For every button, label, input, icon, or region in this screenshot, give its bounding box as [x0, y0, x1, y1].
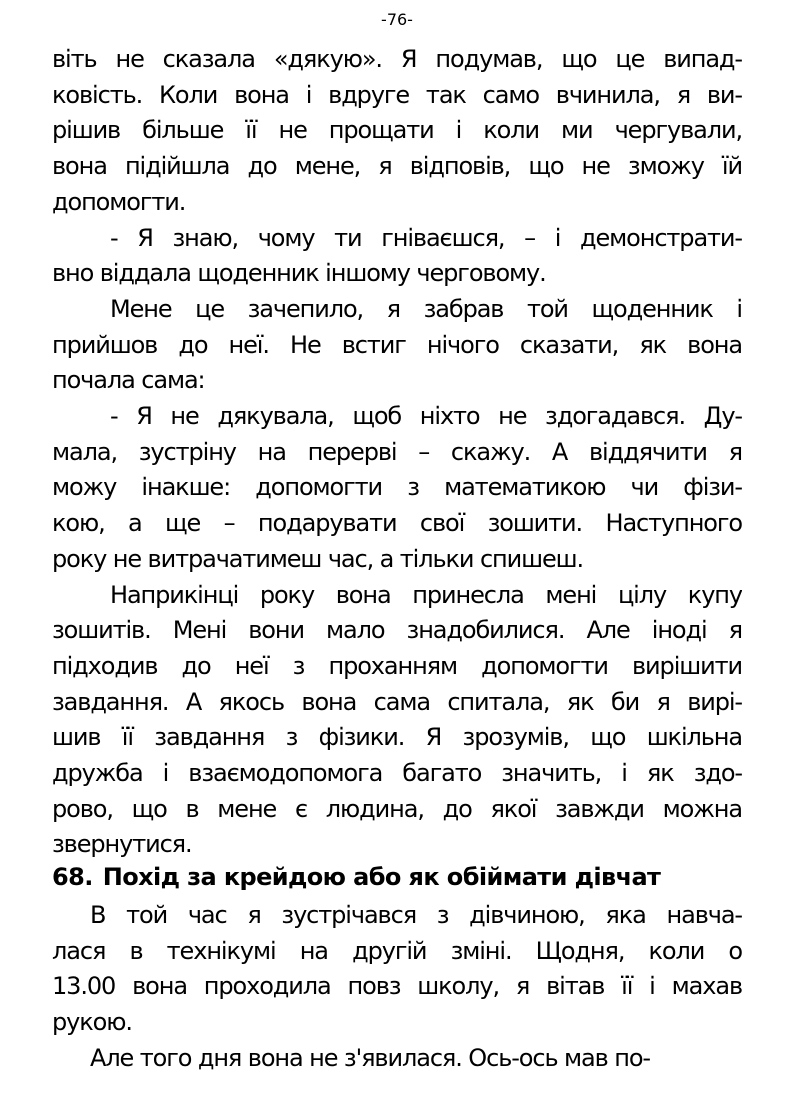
- text-line: дружба і взаємодопомога багато значить, і як здо-: [52, 758, 742, 787]
- text-line: завдання. А якось вона сама спитала, як би я вирі-: [52, 687, 742, 716]
- section-heading: [52, 857, 742, 897]
- text-line: - Я знаю, чому ти гніваєшся, – і демонстрати-: [110, 223, 742, 252]
- text-line: Мене це зачепило, я забрав той щоденник і: [110, 294, 742, 323]
- text-line: Наприкінці року вона принесла мені цілу купу: [110, 580, 742, 609]
- text-line: Але того дня вона не з'явилася. Ось-ось мав по-: [90, 1043, 650, 1072]
- text-line: - Я не дякувала, щоб ніхто не здогадався. Ду-: [110, 402, 742, 430]
- page-number: -76-: [381, 10, 413, 29]
- text-line: рово, що в мене є людина, до якої завжди можна: [52, 794, 742, 823]
- section-title: Похід за крейдою або як обіймати дівчат: [102, 863, 661, 891]
- text-line: зошитів. Мені вони мало знадобилися. Але іноді я: [52, 616, 742, 645]
- text-line: вона підійшла до мене, я відповів, що не зможу їй: [52, 152, 742, 181]
- text-line: почала сама:: [52, 366, 205, 395]
- paragraph: [52, 399, 742, 577]
- paragraph: [52, 221, 742, 292]
- text-line: рукою.: [52, 1008, 132, 1037]
- text-line: підходив до неї з проханням допомогти вирішити: [52, 651, 742, 680]
- text-line: рішив більше її не прощати і коли ми чергували,: [52, 116, 742, 145]
- text-line: мала, зустріну на перерві – скажу. А віддячити я: [52, 437, 742, 466]
- paragraph: [52, 42, 742, 220]
- paragraph: [52, 292, 742, 399]
- book-page: [52, 0, 742, 1119]
- text-line: В той час я зустрічався з дівчиною, яка навча-: [90, 901, 742, 929]
- text-line: віть не сказала «дякую». Я подумав, що це випад-: [52, 45, 742, 73]
- text-line: року не витрачатимеш час, а тільки спишеш.: [52, 544, 584, 573]
- paragraph: [52, 578, 742, 864]
- text-line: лася в технікумі на другій зміні. Щодня, коли о: [52, 936, 742, 965]
- section-number: 68.: [52, 863, 93, 891]
- text-line: можу інакше: допомогти з математикою чи фізи-: [52, 473, 742, 502]
- paragraph: [52, 1041, 742, 1077]
- text-line: звернутися.: [52, 830, 192, 859]
- text-line: кою, а ще – подарувати свої зошити. Наступного: [52, 509, 742, 538]
- text-line: допомогти.: [52, 187, 186, 216]
- text-line: ковість. Коли вона і вдруге так само вчинила, я ви-: [52, 80, 742, 109]
- text-line: 13.00 вона проходила повз школу, я вітав її і махав: [52, 972, 742, 1001]
- paragraph: [52, 898, 742, 1041]
- text-line: прийшов до неї. Не встиг нічого сказати, як вона: [52, 330, 742, 359]
- text-line: вно віддала щоденник іншому черговому.: [52, 259, 546, 288]
- text-line: шив її завдання з фізики. Я зрозумів, що шкільна: [52, 723, 742, 752]
